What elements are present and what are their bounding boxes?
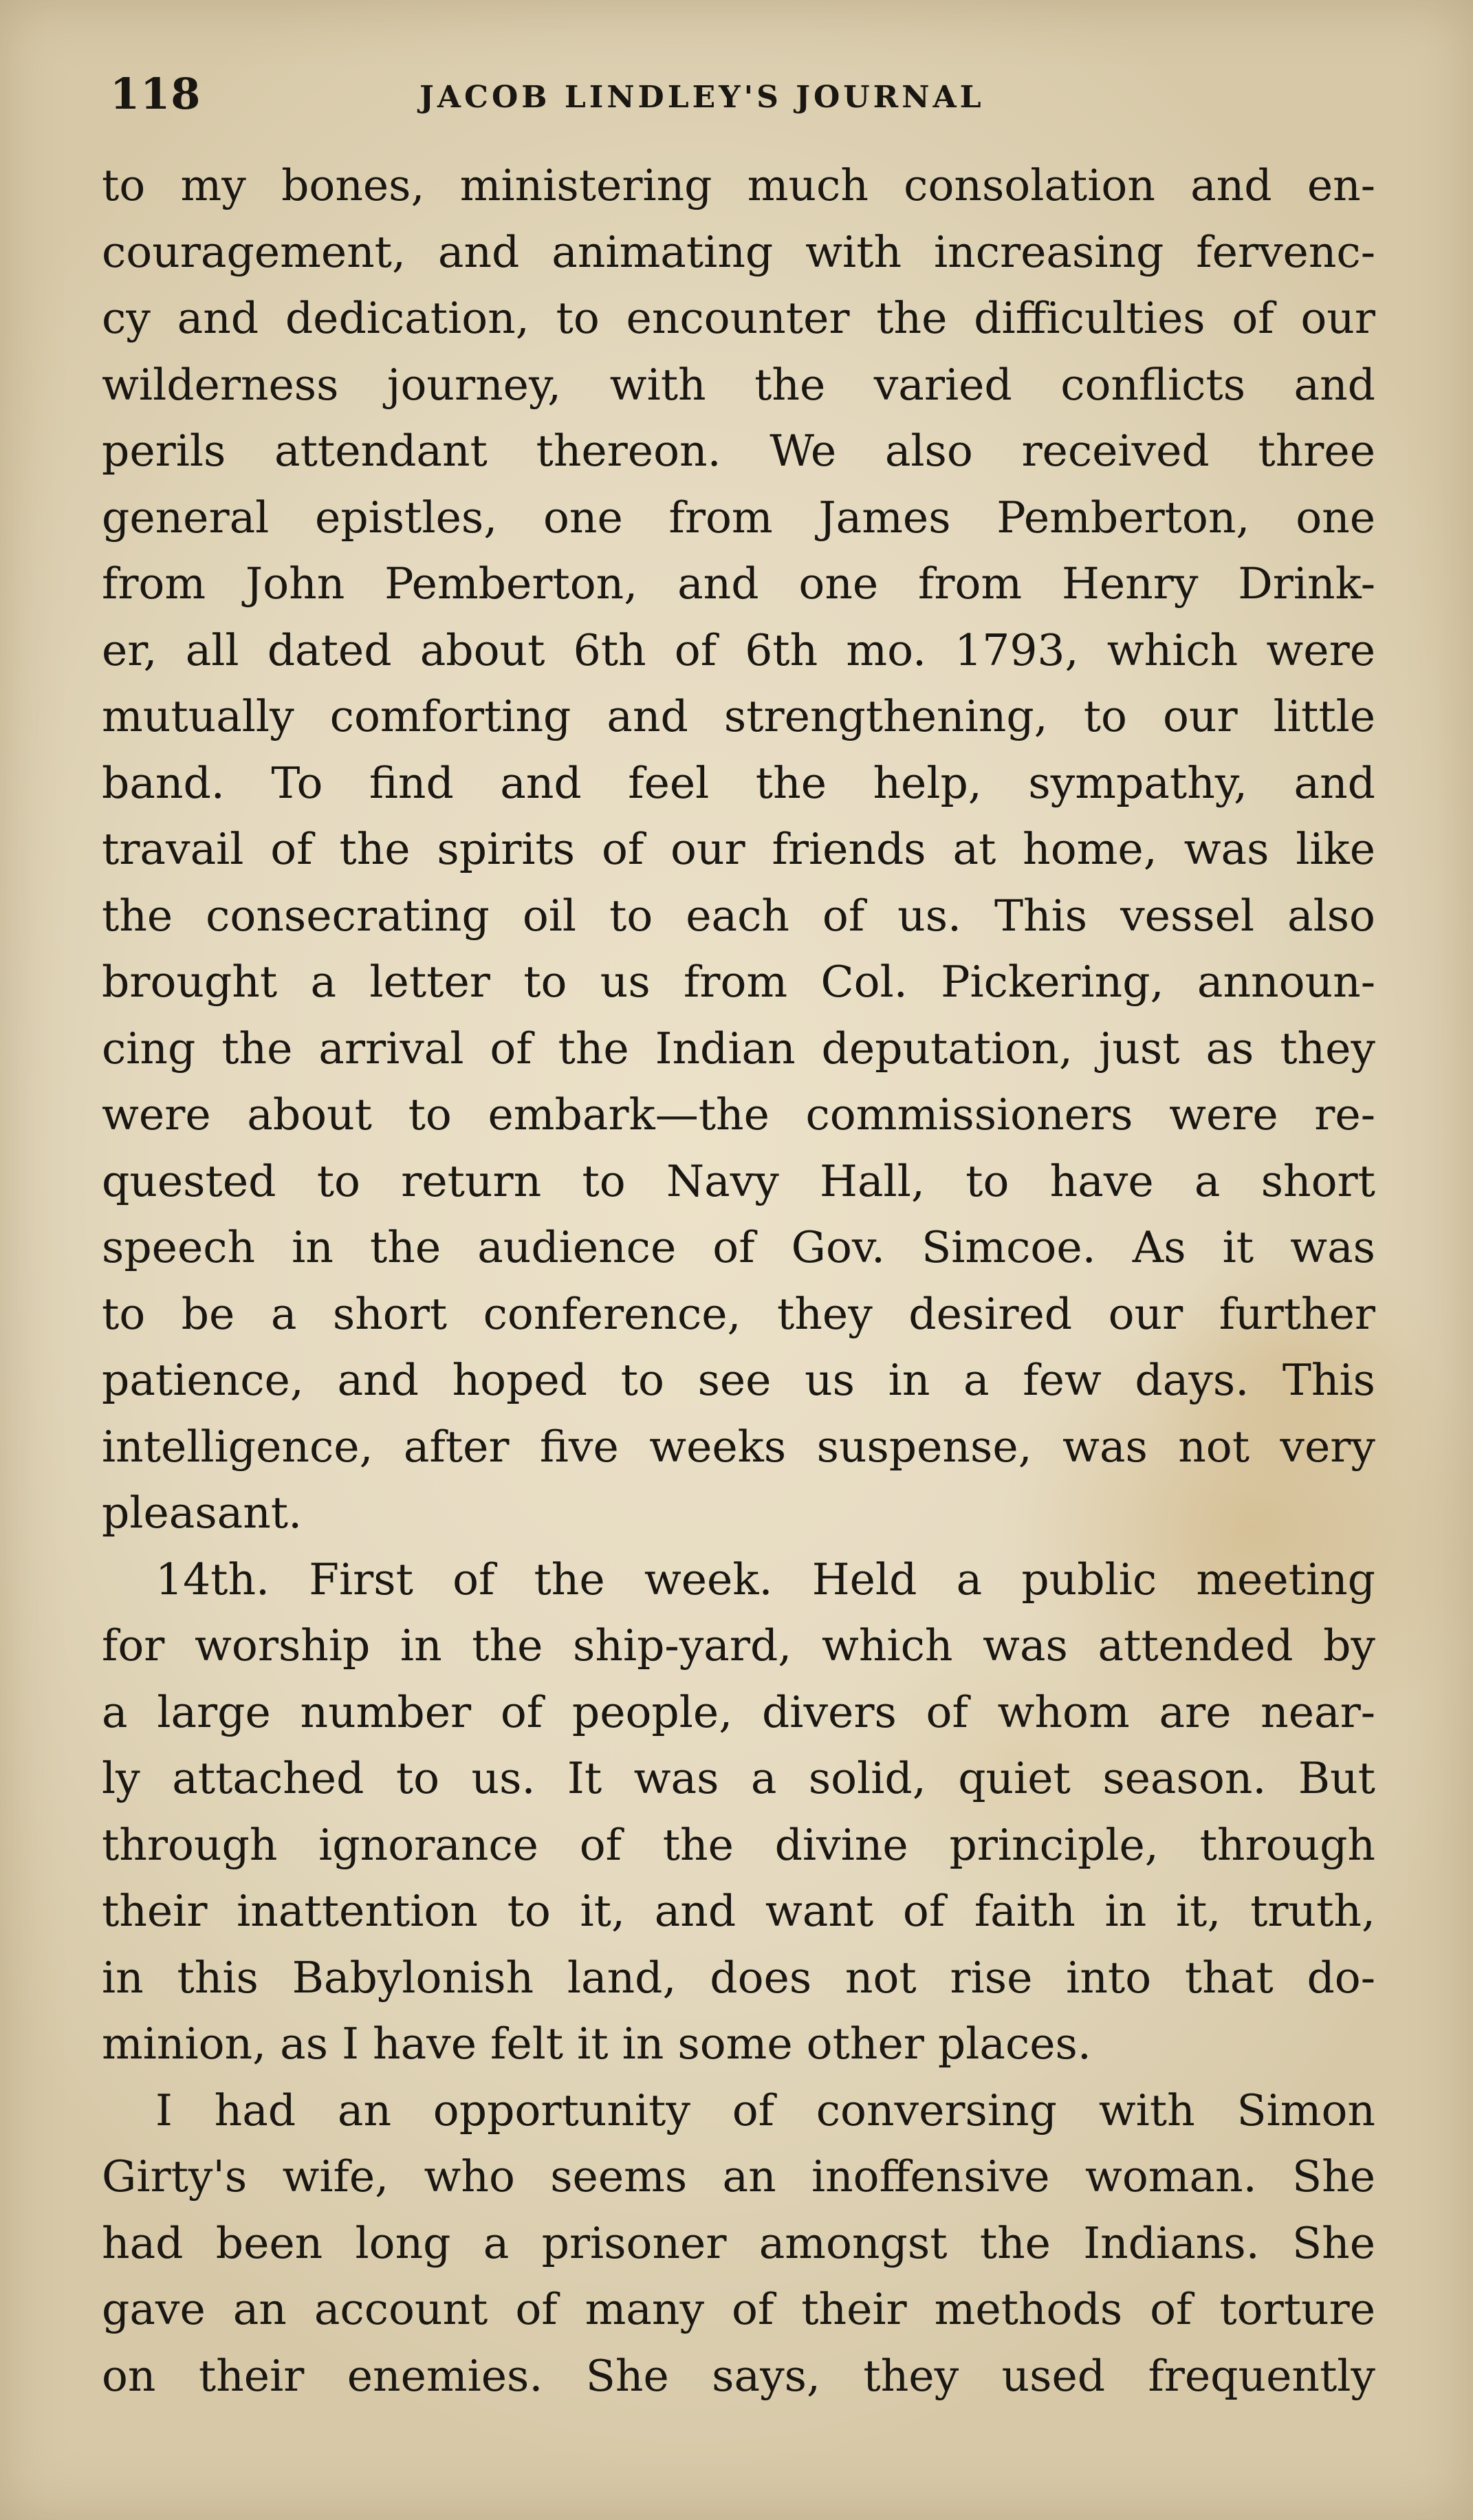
text-line: perils attendant thereon. We also received three (102, 426, 1375, 476)
text-line: 14th. First of the week. Held a public meeting (155, 1554, 1375, 1605)
text-line: to be a short conference, they desired our further (102, 1288, 1375, 1339)
text-line: gave an account of many of their methods of torture (102, 2284, 1375, 2334)
text-line: intelligence, after five weeks suspense, was not very (102, 1421, 1375, 1472)
text-line: mutually comforting and strengthening, to our little (102, 691, 1375, 741)
text-line: wilderness journey, with the varied conflicts and (102, 359, 1375, 410)
text-line: ly attached to us. It was a solid, quiet season. But (102, 1753, 1375, 1803)
text-line: er, all dated about 6th of 6th mo. 1793, which were (102, 624, 1375, 675)
page-header (110, 69, 1375, 131)
text-line: pleasant. (102, 1488, 303, 1538)
text-line: speech in the audience of Gov. Simcoe. As it was (102, 1222, 1375, 1272)
body-text (102, 153, 1375, 2409)
text-line: general epistles, one from James Pemberton, one (102, 492, 1375, 543)
text-line: in this Babylonish land, does not rise into that do- (102, 1952, 1375, 2003)
text-line: cy and dedication, to encounter the difficulties of our (102, 293, 1375, 343)
page-number: 118 (110, 69, 201, 119)
text-line: from John Pemberton, and one from Henry Drink- (102, 558, 1375, 609)
text-line: cing the arrival of the Indian deputation, just as they (102, 1023, 1375, 1074)
text-line: to my bones, ministering much consolation and en- (102, 160, 1375, 210)
text-line: patience, and hoped to see us in a few days. This (102, 1355, 1375, 1405)
text-line: brought a letter to us from Col. Pickering, announ- (102, 957, 1375, 1007)
text-line: the consecrating oil to each of us. This vessel also (102, 890, 1375, 941)
text-line: I had an opportunity of conversing with Simon (155, 2085, 1375, 2136)
text-line: minion, as I have felt it in some other places. (102, 2019, 1091, 2069)
text-line: for worship in the ship-yard, which was attended by (102, 1620, 1375, 1671)
text-line: Girty's wife, who seems an inoffensive woman. She (102, 2151, 1375, 2202)
text-line: their inattention to it, and want of faith in it, truth, (102, 1886, 1375, 1936)
text-line: on their enemies. She says, they used frequently (102, 2350, 1375, 2401)
running-title: JACOB LINDLEY'S JOURNAL (419, 80, 985, 115)
text-line: were about to embark—the commissioners were re- (102, 1089, 1375, 1140)
text-line: travail of the spirits of our friends at home, was like (102, 824, 1375, 874)
text-line: had been long a prisoner amongst the Indians. She (102, 2217, 1375, 2268)
text-line: a large number of people, divers of whom are near- (102, 1686, 1375, 1737)
text-line: quested to return to Navy Hall, to have a short (102, 1155, 1375, 1206)
text-line: couragement, and animating with increasing fervenc- (102, 226, 1375, 277)
text-line: band. To find and feel the help, sympathy, and (102, 757, 1375, 808)
text-line: through ignorance of the divine principle, through (102, 1819, 1375, 1870)
